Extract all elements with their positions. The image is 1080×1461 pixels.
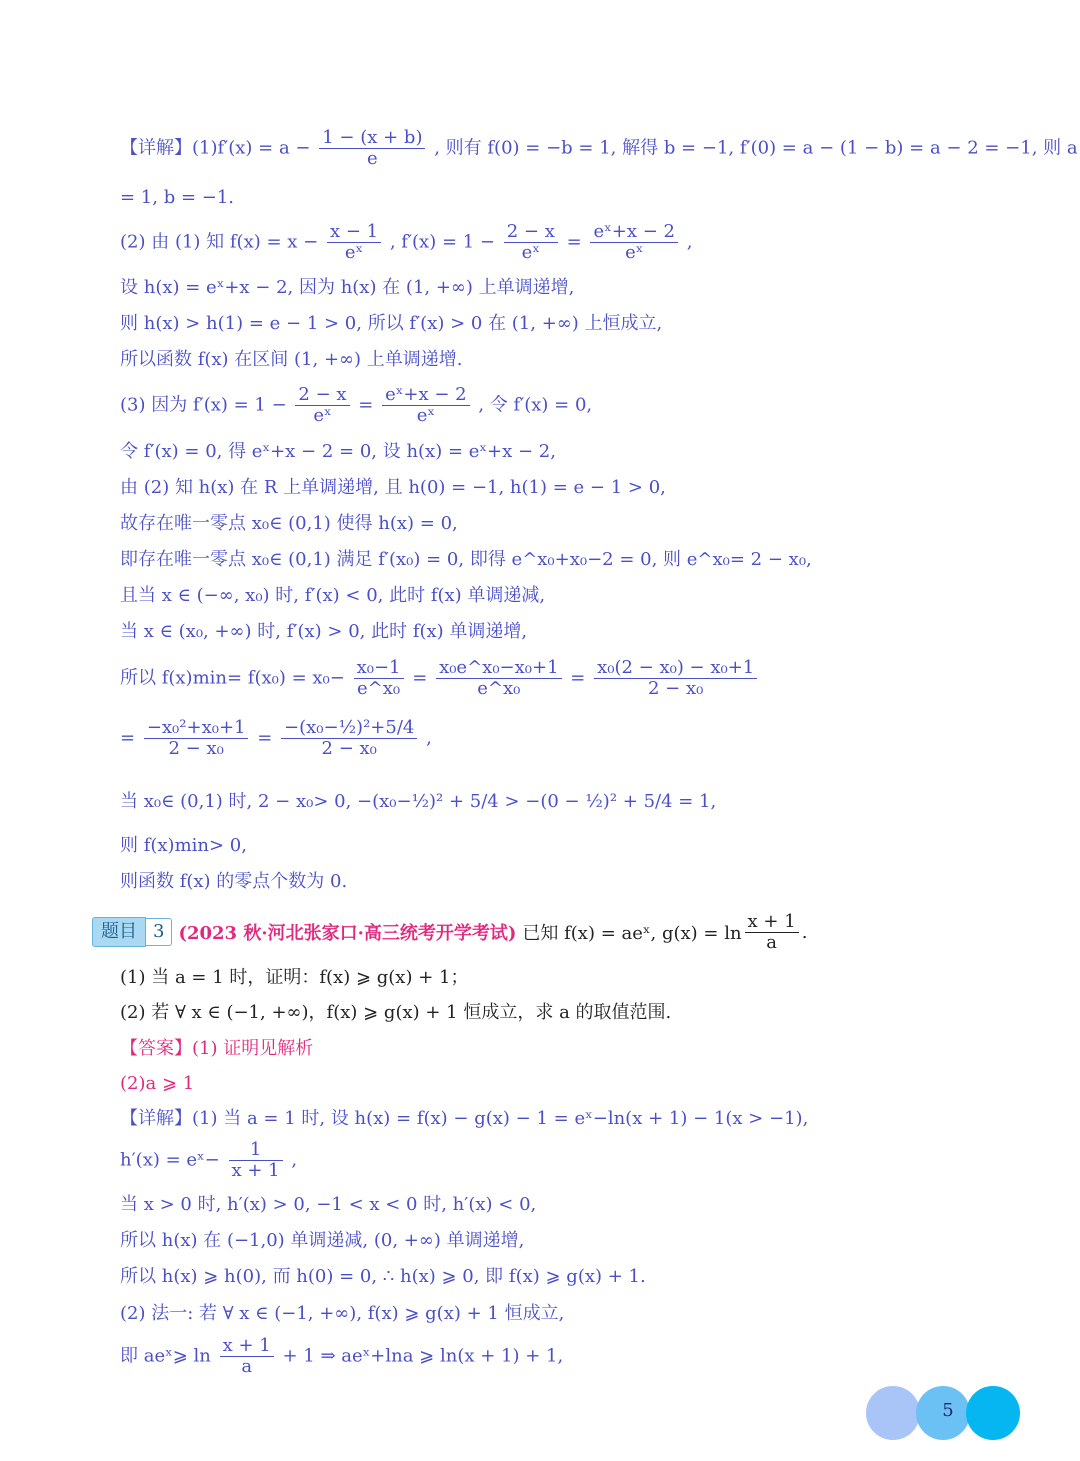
- solution-line-3: [120, 222, 692, 263]
- solution-line-2: = 1, b = −1.: [120, 187, 235, 208]
- question-number: 3: [146, 918, 172, 946]
- text: , 令 f′(x) = 0,: [478, 394, 593, 416]
- solution-line-12: 且当 x ∈ (−∞, x₀) 时, f′(x) < 0, 此时 f(x) 单调递减,: [120, 585, 546, 606]
- numerator: x₀−1: [354, 658, 404, 679]
- text: =: [120, 727, 136, 749]
- solution-line-8: 令 f′(x) = 0, 得 eˣ+x − 2 = 0, 设 h(x) = eˣ+x − 2,: [120, 441, 556, 462]
- text: 即 aeˣ⩾ ln: [120, 1345, 211, 1367]
- fraction: [504, 222, 558, 263]
- text: ,: [686, 231, 693, 253]
- numerator: 2 − x: [504, 222, 558, 243]
- text: 所以 f(x)min= f(x₀) = x₀−: [120, 667, 345, 689]
- denominator: eˣ: [313, 405, 332, 426]
- fraction: [436, 658, 561, 699]
- text: =: [257, 727, 273, 749]
- numerator: x₀e^x₀−x₀+1: [436, 658, 561, 679]
- text: =: [358, 394, 374, 416]
- text: , f′(x) = 1 −: [389, 231, 496, 253]
- solution-line-15: [120, 718, 432, 759]
- solution-line-7: [120, 385, 592, 426]
- text: (2) 由 (1) 知 f(x) = x −: [120, 231, 319, 253]
- solution-line-16: 当 x₀∈ (0,1) 时, 2 − x₀> 0, −(x₀−½)² + 5/4 > −(0 − ½)² + 5/4 = 1,: [120, 791, 717, 812]
- text: , 则有 f(0) = −b = 1, 解得 b = −1, f′(0) = a − (1 − b) = a − 2 = −1, 则 a: [434, 137, 1078, 159]
- numerator: x + 1: [220, 1336, 274, 1357]
- solution-line-1: [120, 128, 1078, 169]
- detail-line-5: 所以 h(x) ⩾ h(0), 而 h(0) = 0, ∴ h(x) ⩾ 0, 即 f(x) ⩾ g(x) + 1.: [120, 1266, 646, 1287]
- fraction: [745, 912, 799, 953]
- fraction: [295, 385, 349, 426]
- numerator: −x₀²+x₀+1: [144, 718, 249, 739]
- denominator: 2 − x₀: [168, 738, 224, 759]
- detail-line-6: (2) 法一: 若 ∀ x ∈ (−1, +∞), f(x) ⩾ g(x) + 1 恒成立,: [120, 1303, 565, 1324]
- denominator: 2 − x₀: [647, 678, 704, 699]
- fraction: [144, 718, 249, 759]
- question-source: (2023 秋·河北张家口·高三统考开学考试): [178, 923, 517, 944]
- denominator: eˣ: [625, 242, 644, 263]
- text: =: [566, 231, 582, 253]
- fraction: [229, 1140, 283, 1181]
- denominator: 2 − x₀: [321, 738, 377, 759]
- question-text: 已知 f(x) = aeˣ, g(x) = ln: [522, 923, 742, 944]
- answer-line-2: (2)a ⩾ 1: [120, 1073, 195, 1094]
- denominator: eˣ: [416, 405, 435, 426]
- text: h′(x) = eˣ−: [120, 1149, 220, 1171]
- denominator: e^x₀: [356, 678, 401, 699]
- question-header: [92, 910, 808, 953]
- numerator: 1: [229, 1140, 283, 1161]
- detail-line-2: [120, 1140, 297, 1181]
- solution-line-10: 故存在唯一零点 x₀∈ (0,1) 使得 h(x) = 0,: [120, 513, 458, 534]
- numerator: x₀(2 − x₀) − x₀+1: [594, 658, 757, 679]
- solution-line-6: 所以函数 f(x) 在区间 (1, +∞) 上单调递增.: [120, 349, 463, 370]
- denominator: eˣ: [344, 242, 364, 263]
- solution-line-9: 由 (2) 知 h(x) 在 R 上单调递增, 且 h(0) = −1, h(1) = e − 1 > 0,: [120, 477, 666, 498]
- numerator: −(x₀−½)²+5/4: [281, 718, 417, 739]
- numerator: 2 − x: [295, 385, 349, 406]
- solution-line-5: 则 h(x) > h(1) = e − 1 > 0, 所以 f′(x) > 0 在 (1, +∞) 上恒成立,: [120, 313, 663, 334]
- numerator: 1 − (x + b): [319, 128, 425, 149]
- text: + 1 ⇒ aeˣ+lna ⩾ ln(x + 1) + 1,: [282, 1345, 564, 1367]
- fraction: [590, 222, 678, 263]
- question-label: 题目: [92, 917, 146, 947]
- question-part-1: (1) 当 a = 1 时，证明：f(x) ⩾ g(x) + 1；: [120, 967, 469, 988]
- numerator: eˣ+x − 2: [590, 222, 678, 243]
- text: .: [801, 921, 808, 943]
- detail-line-7: [120, 1336, 563, 1377]
- denominator: e^x₀: [477, 678, 521, 699]
- question-part-2: (2) 若 ∀ x ∈ (−1, +∞)，f(x) ⩾ g(x) + 1 恒成立，求 a 的取值范围.: [120, 1002, 672, 1023]
- detail-line-3: 当 x > 0 时, h′(x) > 0, −1 < x < 0 时, h′(x) < 0,: [120, 1194, 537, 1215]
- numerator: x + 1: [745, 912, 799, 933]
- denominator: a: [766, 931, 777, 953]
- solution-line-4: 设 h(x) = eˣ+x − 2, 因为 h(x) 在 (1, +∞) 上单调递增,: [120, 277, 575, 298]
- solution-line-11: 即存在唯一零点 x₀∈ (0,1) 满足 f′(x₀) = 0, 即得 e^x₀+x₀−2 = 0, 则 e^x₀= 2 − x₀,: [120, 549, 812, 570]
- text: ,: [291, 1149, 298, 1171]
- text: =: [412, 667, 428, 689]
- page-decoration-circle: [966, 1386, 1020, 1440]
- text: ,: [426, 727, 432, 749]
- numerator: x − 1: [327, 222, 381, 243]
- denominator: e: [367, 148, 378, 169]
- text: =: [570, 667, 586, 689]
- detail-line-4: 所以 h(x) 在 (−1,0) 单调递减, (0, +∞) 单调递增,: [120, 1230, 525, 1251]
- fraction: [220, 1336, 274, 1377]
- solution-line-14: [120, 658, 760, 699]
- fraction: [319, 128, 425, 169]
- page-decoration-circle: [866, 1386, 920, 1440]
- fraction: [327, 222, 381, 263]
- denominator: eˣ: [521, 242, 540, 263]
- solution-line-18: 则函数 f(x) 的零点个数为 0.: [120, 871, 348, 892]
- fraction: [281, 718, 417, 759]
- page-number: 5: [942, 1400, 954, 1421]
- denominator: a: [241, 1356, 253, 1377]
- fraction: [354, 658, 404, 699]
- numerator: eˣ+x − 2: [382, 385, 470, 406]
- fraction: [594, 658, 757, 699]
- answer-line-1: 【答案】(1) 证明见解析: [120, 1038, 314, 1059]
- detail-line-1: 【详解】(1) 当 a = 1 时, 设 h(x) = f(x) − g(x) − 1 = eˣ−ln(x + 1) − 1(x > −1),: [120, 1108, 809, 1129]
- fraction: [382, 385, 470, 426]
- solution-line-13: 当 x ∈ (x₀, +∞) 时, f′(x) > 0, 此时 f(x) 单调递增,: [120, 621, 528, 642]
- text: 【详解】(1)f′(x) = a −: [120, 137, 311, 159]
- solution-line-17: 则 f(x)min> 0,: [120, 835, 247, 856]
- denominator: x + 1: [231, 1160, 280, 1181]
- text: (3) 因为 f′(x) = 1 −: [120, 394, 287, 416]
